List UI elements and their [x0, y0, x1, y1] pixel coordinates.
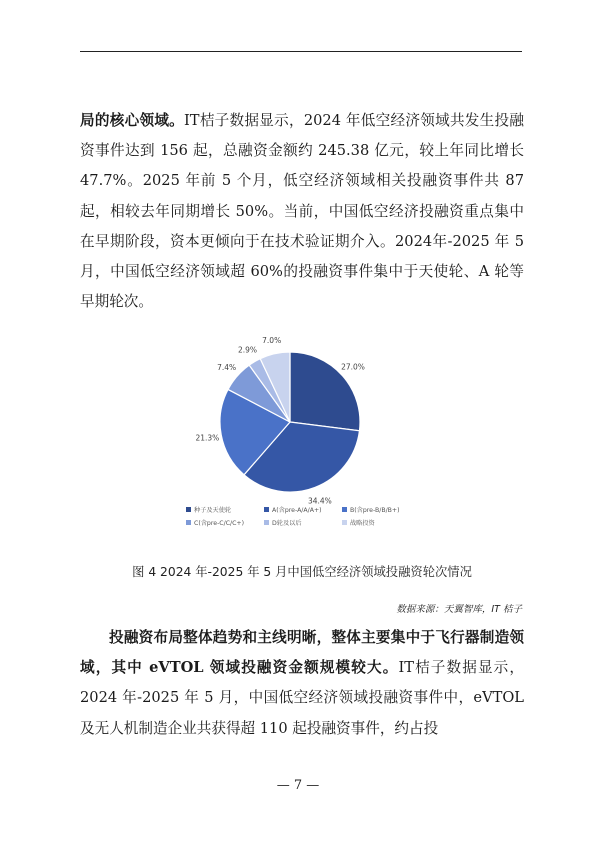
legend-label: B(含pre-B/B/B+) [350, 507, 400, 514]
paragraph-body: IT桔子数据显示，2024 年-2025 年 5 月，中国低空经济领域投融资事件中，eVTOL 及无人机制造企业共获得超 110 起投融资事件，约占投 [80, 659, 524, 737]
legend-item-1 [264, 506, 322, 514]
paragraph-body: IT桔子数据显示，2024 年低空经济领域共发生投融资事件达到 156 起，总融资金额约 245.38 亿元，较上年同比增长 47.7%。2025 年前 5 个月，低空经济领域相关投融资事件共 87 起，相较去年同期增长 50%。当前，中国低空经济投融资重点集中在早期阶段，资本更倾向于在技术验证期介入。2024年-2025 年 5 月，中国低空经济领域超 60%的投融资事件集中于天使轮、A 轮等早期轮次。 [80, 112, 524, 311]
legend-swatch [342, 507, 347, 512]
paragraph-lead-bold: 局的核心领域。 [80, 112, 185, 129]
legend-item-4 [264, 519, 302, 527]
legend-label: A(含pre-A/A/A+) [272, 507, 322, 514]
header-rule [80, 51, 522, 52]
paragraph-investment-overview [80, 106, 524, 317]
legend-label: 战略投资 [350, 520, 375, 527]
paragraph-lead-bold: 投融资布局整体趋势和主线明晰，整体主要集中于飞行器制造领域，其中 eVTOL 领域投融资金额规模较大。 [80, 629, 524, 677]
page-number: — 7 — [276, 778, 320, 793]
pie-data-label-3: 7.4% [217, 362, 237, 372]
pie-chart-svg [184, 325, 416, 535]
pie-chart [184, 325, 416, 535]
legend-swatch [186, 520, 191, 525]
legend-item-3 [186, 519, 244, 527]
pie-data-label-4: 2.9% [237, 345, 258, 355]
pie-data-label-0: 27.0% [341, 362, 365, 372]
legend-swatch [264, 507, 269, 512]
paragraph-investment-trend [80, 623, 524, 744]
data-source-note: 数据来源：天翼智库，IT 桔子 [396, 604, 522, 615]
pie-data-label-2: 21.3% [195, 433, 220, 443]
figure-caption: 图 4 2024 年-2025 年 5 月中国低空经济领域投融资轮次情况 [132, 565, 472, 579]
legend-label: D轮及以后 [272, 520, 302, 527]
legend-swatch [342, 520, 347, 525]
legend-label: 种子及天使轮 [194, 507, 232, 514]
legend-swatch [264, 520, 269, 525]
legend-item-5 [342, 519, 376, 527]
legend-swatch [186, 507, 191, 512]
legend-item-0 [186, 506, 231, 514]
legend-item-2 [342, 506, 400, 514]
legend-label: C(含pre-C/C/C+) [194, 520, 245, 527]
pie-data-label-1: 34.4% [307, 496, 332, 506]
pie-data-label-5: 7.0% [262, 336, 282, 345]
